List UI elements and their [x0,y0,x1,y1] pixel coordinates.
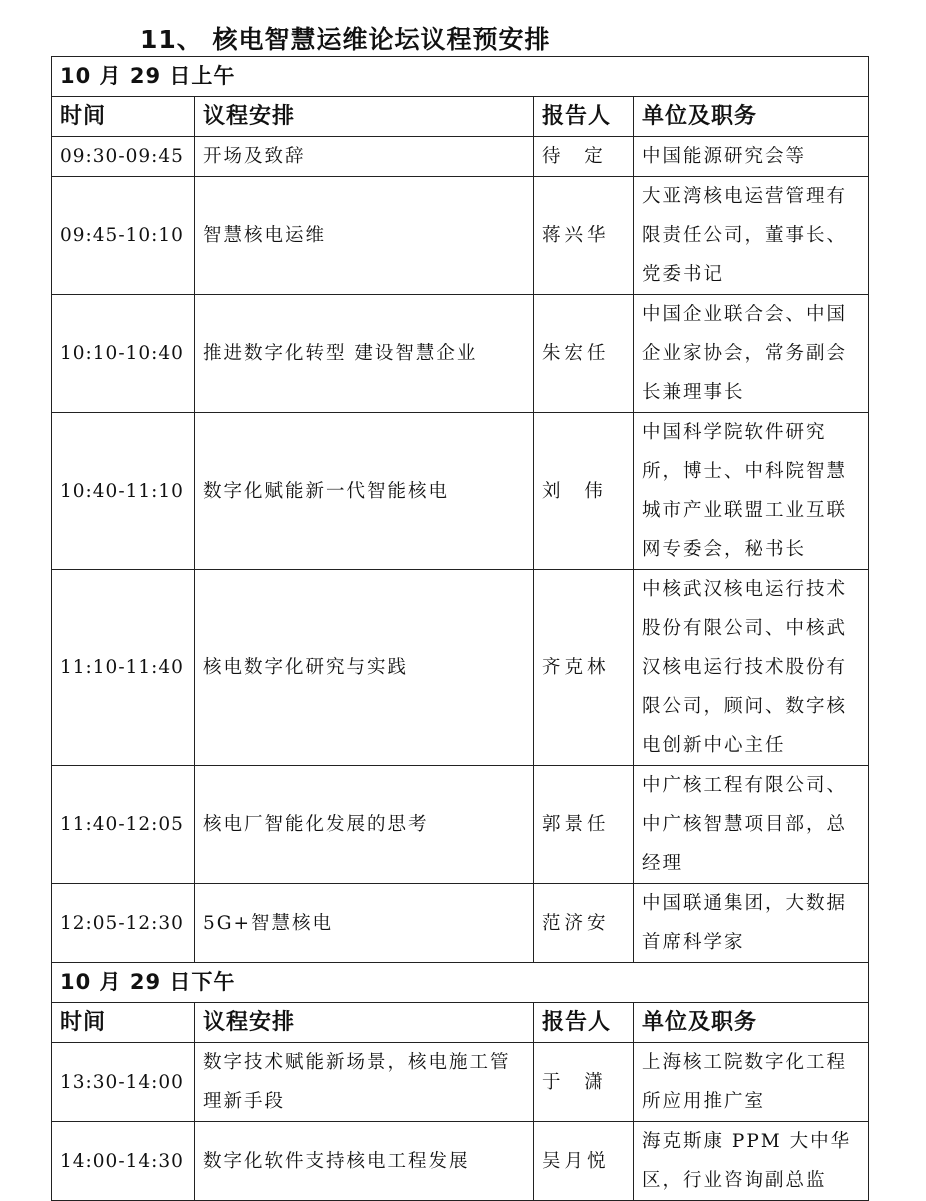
agenda-row [52,570,869,766]
agenda-row [52,413,869,570]
agenda-row [52,1122,869,1201]
org-cell: 海克斯康 PPM 大中华区，行业咨询副总监 [634,1122,869,1201]
document-title: 11、 核电智慧运维论坛议程预安排 [140,25,551,54]
time-cell: 12:05-12:30 [52,884,195,963]
agenda-body [52,57,869,1201]
agenda-row [52,137,869,177]
topic-cell: 智慧核电运维 [195,177,534,295]
org-cell: 中国联通集团，大数据首席科学家 [634,884,869,963]
time-cell: 11:10-11:40 [52,570,195,766]
header-speaker: 报告人 [534,1003,634,1043]
topic-cell: 核电数字化研究与实践 [195,570,534,766]
agenda-row [52,884,869,963]
org-cell: 上海核工院数字化工程所应用推广室 [634,1043,869,1122]
header-topic: 议程安排 [195,1003,534,1043]
speaker-cell: 刘 伟 [534,413,634,570]
time-cell: 09:30-09:45 [52,137,195,177]
session-label-afternoon: 10 月 29 日下午 [52,963,869,1003]
header-org: 单位及职务 [634,1003,869,1043]
speaker-cell: 吴月悦 [534,1122,634,1201]
header-time: 时间 [52,97,195,137]
session-label-morning: 10 月 29 日上午 [52,57,869,97]
org-cell: 中国企业联合会、中国企业家协会，常务副会长兼理事长 [634,295,869,413]
session-row-afternoon [52,963,869,1003]
agenda-row [52,177,869,295]
header-time: 时间 [52,1003,195,1043]
header-row-afternoon [52,1003,869,1043]
topic-cell: 核电厂智能化发展的思考 [195,766,534,884]
speaker-cell: 蒋兴华 [534,177,634,295]
speaker-cell: 于 潇 [534,1043,634,1122]
time-cell: 11:40-12:05 [52,766,195,884]
header-topic: 议程安排 [195,97,534,137]
speaker-cell: 郭景任 [534,766,634,884]
time-cell: 10:10-10:40 [52,295,195,413]
time-cell: 14:00-14:30 [52,1122,195,1201]
speaker-cell: 齐克林 [534,570,634,766]
session-row-morning [52,57,869,97]
topic-cell: 5G+智慧核电 [195,884,534,963]
topic-cell: 数字技术赋能新场景，核电施工管理新手段 [195,1043,534,1122]
topic-cell: 推进数字化转型 建设智慧企业 [195,295,534,413]
org-cell: 中核武汉核电运行技术股份有限公司、中核武汉核电运行技术股份有限公司，顾问、数字核电创新中心主任 [634,570,869,766]
org-cell: 中国科学院软件研究所，博士、中科院智慧城市产业联盟工业互联网专委会，秘书长 [634,413,869,570]
header-row-morning [52,97,869,137]
agenda-row [52,1043,869,1122]
topic-cell: 开场及致辞 [195,137,534,177]
time-cell: 09:45-10:10 [52,177,195,295]
agenda-row [52,295,869,413]
speaker-cell: 待 定 [534,137,634,177]
topic-cell: 数字化软件支持核电工程发展 [195,1122,534,1201]
header-speaker: 报告人 [534,97,634,137]
speaker-cell: 朱宏任 [534,295,634,413]
org-cell: 大亚湾核电运营管理有限责任公司，董事长、党委书记 [634,177,869,295]
agenda-table [51,56,869,1201]
topic-cell: 数字化赋能新一代智能核电 [195,413,534,570]
org-cell: 中国能源研究会等 [634,137,869,177]
agenda-row [52,766,869,884]
speaker-cell: 范济安 [534,884,634,963]
org-cell: 中广核工程有限公司、中广核智慧项目部，总经理 [634,766,869,884]
time-cell: 10:40-11:10 [52,413,195,570]
time-cell: 13:30-14:00 [52,1043,195,1122]
header-org: 单位及职务 [634,97,869,137]
